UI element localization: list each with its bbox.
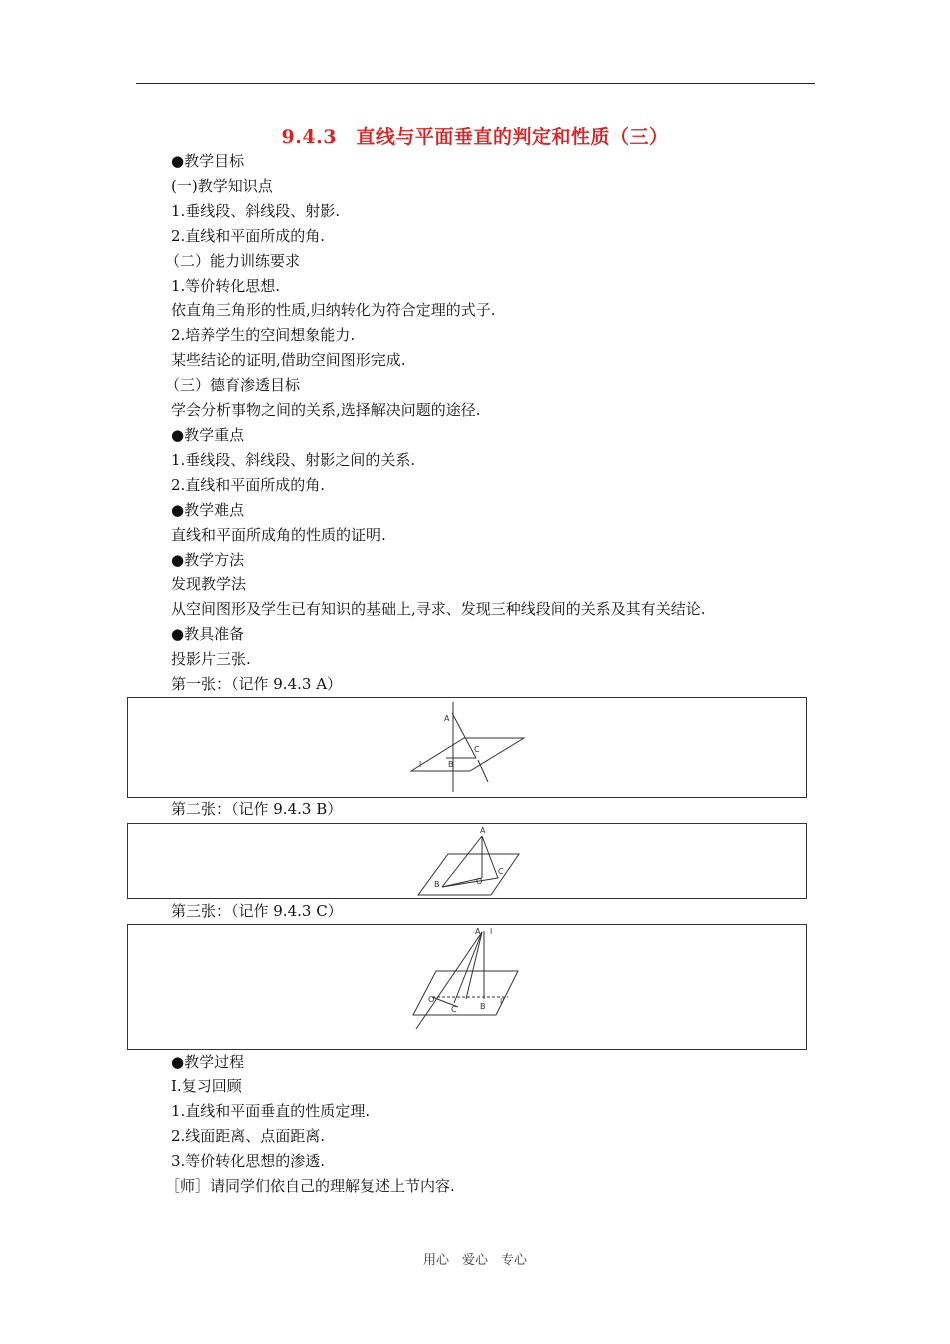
text-line: 3.等价转化思想的渗透. — [171, 1152, 326, 1170]
slide2-label: 第二张：（记作 9.4.3 B） — [171, 800, 343, 818]
label-o: O — [428, 995, 435, 1004]
text-line: 依直角三角形的性质,归纳转化为符合定理的式子. — [171, 301, 496, 319]
slide3-label: 第三张：（记作 9.4.3 C） — [171, 902, 343, 920]
figure-c-box — [127, 924, 807, 1050]
text-line: 1.垂线段、斜线段、射影之间的关系. — [171, 451, 416, 469]
label-c: C — [451, 1005, 457, 1014]
text-line: ●教学目标 — [171, 152, 245, 170]
figure-a-box — [127, 697, 807, 798]
text-line: ●教学重点 — [171, 426, 245, 444]
text-line: Ⅰ.复习回顾 — [171, 1077, 242, 1095]
label-o: O — [476, 877, 483, 886]
text-line: ●教学难点 — [171, 501, 245, 519]
text-line: 2.培养学生的空间想象能力. — [171, 326, 356, 344]
figure-c-diagram — [128, 925, 808, 1051]
text-line: （三）德育渗透目标 — [165, 376, 301, 394]
label-a: A — [480, 826, 486, 835]
text-line: 投影片三张. — [171, 650, 251, 668]
text-line: 2.直线和平面所成的角. — [171, 227, 326, 245]
text-line: 2.线面距离、点面距离. — [171, 1127, 326, 1145]
text-line: 2.直线和平面所成的角. — [171, 476, 326, 494]
text-line: 发现教学法 — [171, 575, 247, 593]
text-line: 1.直线和平面垂直的性质定理. — [171, 1102, 371, 1120]
page-title: 9.4.3 直线与平面垂直的判定和性质（三） — [281, 126, 669, 148]
label-b: B — [480, 1002, 486, 1011]
label-a: A — [475, 927, 481, 936]
text-line: 1.等价转化思想. — [171, 277, 281, 295]
text-line: 第一张：（记作 9.4.3 A） — [171, 675, 343, 693]
figure-b-box — [127, 823, 807, 899]
text-line: (一)教学知识点 — [171, 177, 273, 195]
text-line: ［师］请同学们依自己的理解复述上节内容. — [165, 1177, 455, 1195]
label-c: C — [498, 867, 504, 876]
text-line: （二）能力训练要求 — [165, 252, 301, 270]
page-footer: 用心 爱心 专心 — [422, 1253, 527, 1268]
figure-a-diagram — [128, 698, 808, 799]
text-line: 某些结论的证明,借助空间图形完成. — [171, 351, 406, 369]
label-b: B — [434, 880, 440, 889]
text-line: 直线和平面所成角的性质的证明. — [171, 526, 386, 544]
label-l: l — [419, 760, 422, 769]
label-c: C — [474, 745, 480, 754]
label-b: B — [448, 760, 454, 769]
text-line: ●教学方法 — [171, 551, 245, 569]
text-line: 1.垂线段、斜线段、射影. — [171, 202, 341, 220]
header-rule — [136, 83, 815, 84]
text-line: 从空间图形及学生已有知识的基础上,寻求、发现三种线段间的关系及其有关结论. — [171, 600, 706, 618]
text-line: ●教具准备 — [171, 625, 245, 643]
label-l-prime: l' — [500, 997, 505, 1006]
figure-b-diagram — [128, 824, 808, 900]
text-line: ●教学过程 — [171, 1053, 245, 1071]
label-a: A — [444, 714, 450, 723]
label-l: l — [490, 927, 493, 936]
text-line: 学会分析事物之间的关系,选择解决问题的途径. — [171, 401, 481, 419]
